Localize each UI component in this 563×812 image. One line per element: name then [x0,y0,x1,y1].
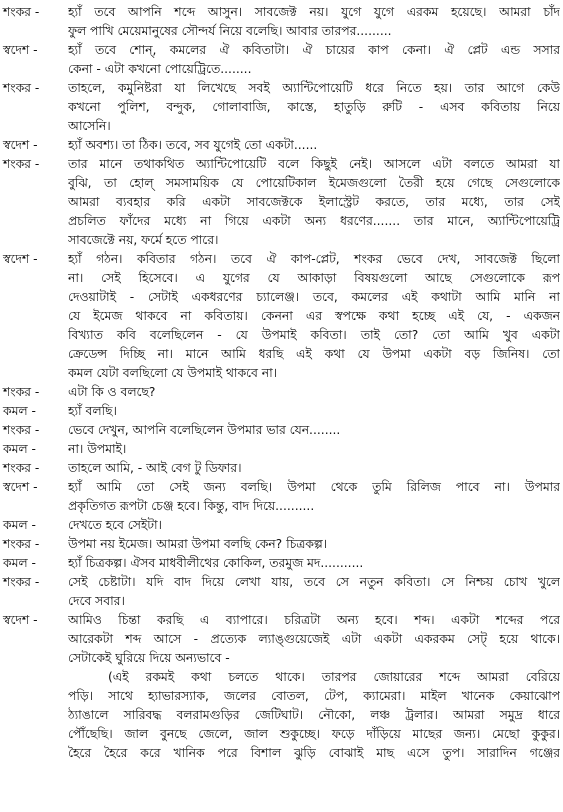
dialogue-entry [0,573,563,611]
narration-line: (এই রকমই কথা চলতে থাকে। তারপর জোয়ারের শব্দে আমরা বেরিয়ে [108,670,560,684]
dialogue-entry [0,3,563,41]
dialogue-entry [0,459,563,478]
speaker-label: শংকর - [3,157,40,171]
dialogue-line: কেনা - এটা কখনো পোয়েট্রিতে........ [68,62,252,76]
dialogue-line: বিখ্যাত কবি বলেছিলেন - যে উপমাই কবিতা। তাই তো? তো আমি খুব একটা [68,328,560,342]
dialogue-line: হ্যাঁ আমি তো সেই জন্য বলছি। উপমা থেকে তুমি রিলিজ পাবে না। উপমার [68,480,560,494]
dialogue-line: ভেবে দেখুন, আপনি বলেছিলেন উপমার ভার যেন........ [68,423,341,437]
dialogue-line: আসেনি। [68,119,111,133]
speaker-label: স্বদেশ - [3,613,38,627]
dialogue-line: আমরা ব্যবহার করি একটা সাবজেক্টকে ইলাস্ট্রেট করতে, তার মধ্যে, তার সেই [68,195,560,209]
dialogue-entry [0,440,563,459]
dialogue-line: প্রকৃতিগত রূপটা চেঞ্জ হবে। কিন্তু, বাদ দিয়ে.......... [68,499,315,513]
dialogue-entry [0,554,563,573]
dialogue-line: না। সেই হিসেবে। এ যুগের যে আকাড়া বিষয়গুলো আছে সেগুলোকে রূপ [68,271,560,285]
dialogue-line: হ্যাঁ অবশ্য। তা ঠিক। তবে, সব যুগেই তো একটা...... [68,138,318,152]
dialogue-line: হ্যাঁ গঠন। কবিতার গঠন। তবে ঐ কাপ-প্লেট, শংকর ভেবে দেখ, সাবজেক্ট ছিলো [68,252,560,266]
dialogue-line: তাহলে আমি, - আই বেগ টু ডিফার। [68,461,242,475]
dialogue-line: আরেকটা শব্দ আসে - প্রত্যেক ল্যাঙ্গুয়েজেই এটা একটা একরকম সেট্‌ হয়ে থাকে। [68,632,560,646]
dialogue-line: আমিও চিন্তা করছি এ ব্যাপারে। চরিত্রটা অন্য হবে। শব্দ। একটা শব্দের পরে [68,613,560,627]
dialogue-line: দেওয়াটাই - সেটাই একধরণের চ্যালেঞ্জ। তবে, কমলের এই কথাটা আমি মানি না [68,290,560,304]
speaker-label: শংকর - [3,575,40,589]
dialogue-line: সেটাকেই ঘুরিয়ে দিয়ে অন্যভাবে - [68,651,230,665]
dialogue-entry [0,155,563,250]
dialogue-line: না। উপমাই। [68,442,127,456]
dialogue-line: হ্যাঁ বলছি। [68,404,117,418]
speaker-label: স্বদেশ - [3,480,38,494]
narration-line: ঠ্যাঙালে সারিবদ্ধ বলরামগুড়ির জেটিঘাট। নৌকো, লঞ্চ ট্রলার। আমরা সমুদ্র ধারে [68,708,560,722]
dialogue-line: হ্যাঁ চিত্রকল্প। ঐসব মাধবীলীথের কোকিল, তরমুজ মদ........... [68,556,364,570]
dialogue-line: দেখতে হবে সেইটা। [68,518,162,532]
dialogue-line: উপমা নয় ইমেজ। আমরা উপমা বলছি কেন? চিত্রকল্প। [68,537,328,551]
speaker-label: শংকর - [3,385,40,399]
dialogue-line: তাহলে, কমুনিষ্টরা যা লিখেছে সবই অ্যান্টিপোয়েটি ধরে নিতে হয়। তার আগে কেউ [68,81,560,95]
speaker-label: শংকর - [3,537,40,551]
speaker-label: স্বদেশ - [3,138,38,152]
narration-line: পৌঁছেছি। জাল বুনছে জেলে, জাল শুকুচ্ছে। ফড়ে দাঁড়িয়ে মাছের জন্য। মেছো কুকুর। [68,727,560,741]
dialogue-entry [0,402,563,421]
dialogue-line: কখনো পুলিশ, বন্দুক, গোলাবাজি, কাস্তে, হাতুড়ি রুটি - এসব কবিতায় নিয়ে [68,100,560,114]
speaker-label: কমল - [3,404,36,418]
dialogue-line: এটা কি ও বলছে? [68,385,156,399]
speaker-label: শংকর - [3,5,40,19]
dialogue-entry [0,383,563,402]
dialogue-line: কমল যেটা বলছিলো যে উপমাই থাকবে না। [68,366,278,380]
narration-line: হৈরে হৈরে করে খানিক পরে বিশাল ঝুড়ি বোঝাই মাছ এসে তুপ। সারাদিন গঞ্জের [68,746,560,760]
dialogue-line: ফুল পাখি মেয়েমানুষের সৌন্দর্য নিয়ে বলেছি। আবার তারপর......... [68,24,392,38]
dialogue-entry [0,516,563,535]
speaker-label: স্বদেশ - [3,43,38,57]
dialogue-entry [0,478,563,516]
dialogue-entry [0,136,563,155]
dialogue-line: সাবজেক্টে নয়, ফর্মে হতে পারে। [68,233,219,247]
dialogue-line: প্রচলিত ফাঁদের মধ্যে না গিয়ে একটা অন্য ধরণের....... তার মানে, অ্যান্টিপোয়েট্রি [68,214,560,228]
speaker-label: স্বদেশ - [3,252,38,266]
dialogue-entry [0,611,563,668]
dialogue-entry [0,535,563,554]
speaker-label: কমল - [3,556,36,570]
narration-line: পড়ি। সাথে হ্যাভারস্যাক, জলের বোতল, টেপ, ক্যামেরা। মাইল খানেক কেয়াঝোপ [68,689,560,703]
dialogue-line: তার মানে তথাকথিত অ্যান্টিপোয়েটি বলে কিছুই নেই। আসলে এটা বলতে আমরা যা [68,157,560,171]
dialogue-line: সেই চেষ্টাটা। যদি বাদ দিয়ে লেখা যায়, তবে সে নতুন কবিতা। সে নিশ্চয় চোখ খুলে [68,575,560,589]
dialogue-line: বুঝি, তা হোল্‌ সমসাময়িক যে পোয়েটিকাল ইমেজগুলো তৈরী হয়ে গেছে সেগুলোকে [68,176,560,190]
dialogue-line: ক্রেডেন্স দিচ্ছি না। মানে আমি ধরছি এই কথা যে উপমা একটা বড় জিনিষ। তো [68,347,560,361]
speaker-label: শংকর - [3,461,40,475]
dialogue-entry [0,79,563,136]
dialogue-line: যে ইমেজ থাকবে না কবিতায়। কেননা এর স্বপক্ষে কথা হচ্ছে এই যে, - একজন [68,309,560,323]
dialogue-entry [0,41,563,79]
dialogue-line: হ্যাঁ তবে আপনি শব্দে আসুন। সাবজেক্ট নয়। যুগে যুগে এরকম হয়েছে। আমরা চাঁদ [68,5,560,19]
speaker-label: কমল - [3,518,36,532]
dialogue-entry [0,250,563,383]
speaker-label: শংকর - [3,81,40,95]
narration-paragraph [0,668,563,763]
dialogue-entry [0,421,563,440]
speaker-label: শংকর - [3,423,40,437]
dialogue-line: হ্যাঁ তবে শোন্‌, কমলের ঐ কবিতাটা। ঐ চায়ের কাপ কেনা। ঐ প্লেট এন্ড সসার [68,43,560,57]
dialogue-line: দেবে সবার। [68,594,125,608]
speaker-label: কমল - [3,442,36,456]
